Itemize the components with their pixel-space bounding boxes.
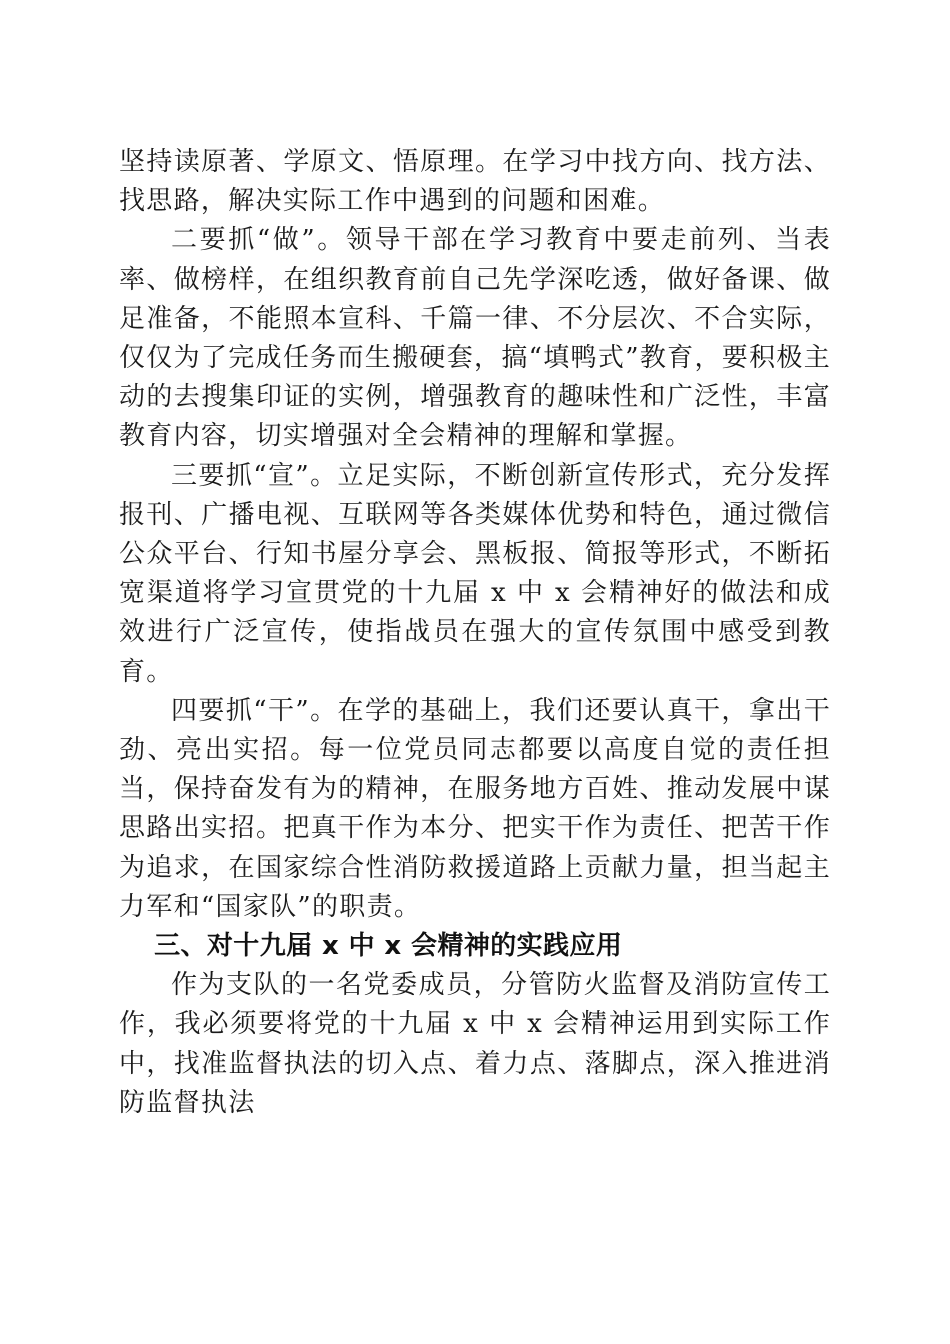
paragraph-grasp-working: 四要抓“干”。在学的基础上，我们还要认真干，拿出干劲、亮出实招。每一位党员同志都要以高度自觉的责任担当，保持奋发有为的精神，在服务地方百姓、推动发展中谋思路出实招。把真干作为本分、把实干作为责任、把苦干作为追求，在国家综合性消防救援道路上贡献力量，担当起主力军和“国家队”的职责。: [119, 695, 831, 922]
paragraph-continued: 坚持读原著、学原文、悟原理。在学习中找方向、找方法、找思路，解决实际工作中遇到的问题和困难。: [119, 147, 831, 217]
section-heading: 三、对十九届 x 中 x 会精神的实践应用: [154, 931, 623, 962]
document-body: [119, 143, 831, 1123]
paragraph-practice-application: 作为支队的一名党委成员，分管防火监督及消防宣传工作，我必须要将党的十九届 x 中 x 会精神运用到实际工作中，找准监督执法的切入点、着力点、落脚点，深入推进消防监督执法: [119, 970, 831, 1118]
paragraph-grasp-publicity: 三要抓“宣”。立足实际，不断创新宣传形式，充分发挥报刊、广播电视、互联网等各类媒体优势和特色，通过微信公众平台、行知书屋分享会、黑板报、简报等形式，不断拓宽渠道将学习宣贯党的十九届 x 中 x 会精神好的做法和成效进行广泛宣传，使指战员在强大的宣传氛围中感受到教育。: [119, 460, 831, 687]
paragraph-grasp-doing: 二要抓“做”。领导干部在学习教育中要走前列、当表率、做榜样，在组织教育前自己先学深吃透，做好备课、做足准备，不能照本宣科、千篇一律、不分层次、不合实际，仅仅为了完成任务而生搬硬套，搞“填鸭式”教育，要积极主动的去搜集印证的实例，增强教育的趣味性和广泛性，丰富教育内容，切实增强对全会精神的理解和掌握。: [119, 225, 831, 452]
